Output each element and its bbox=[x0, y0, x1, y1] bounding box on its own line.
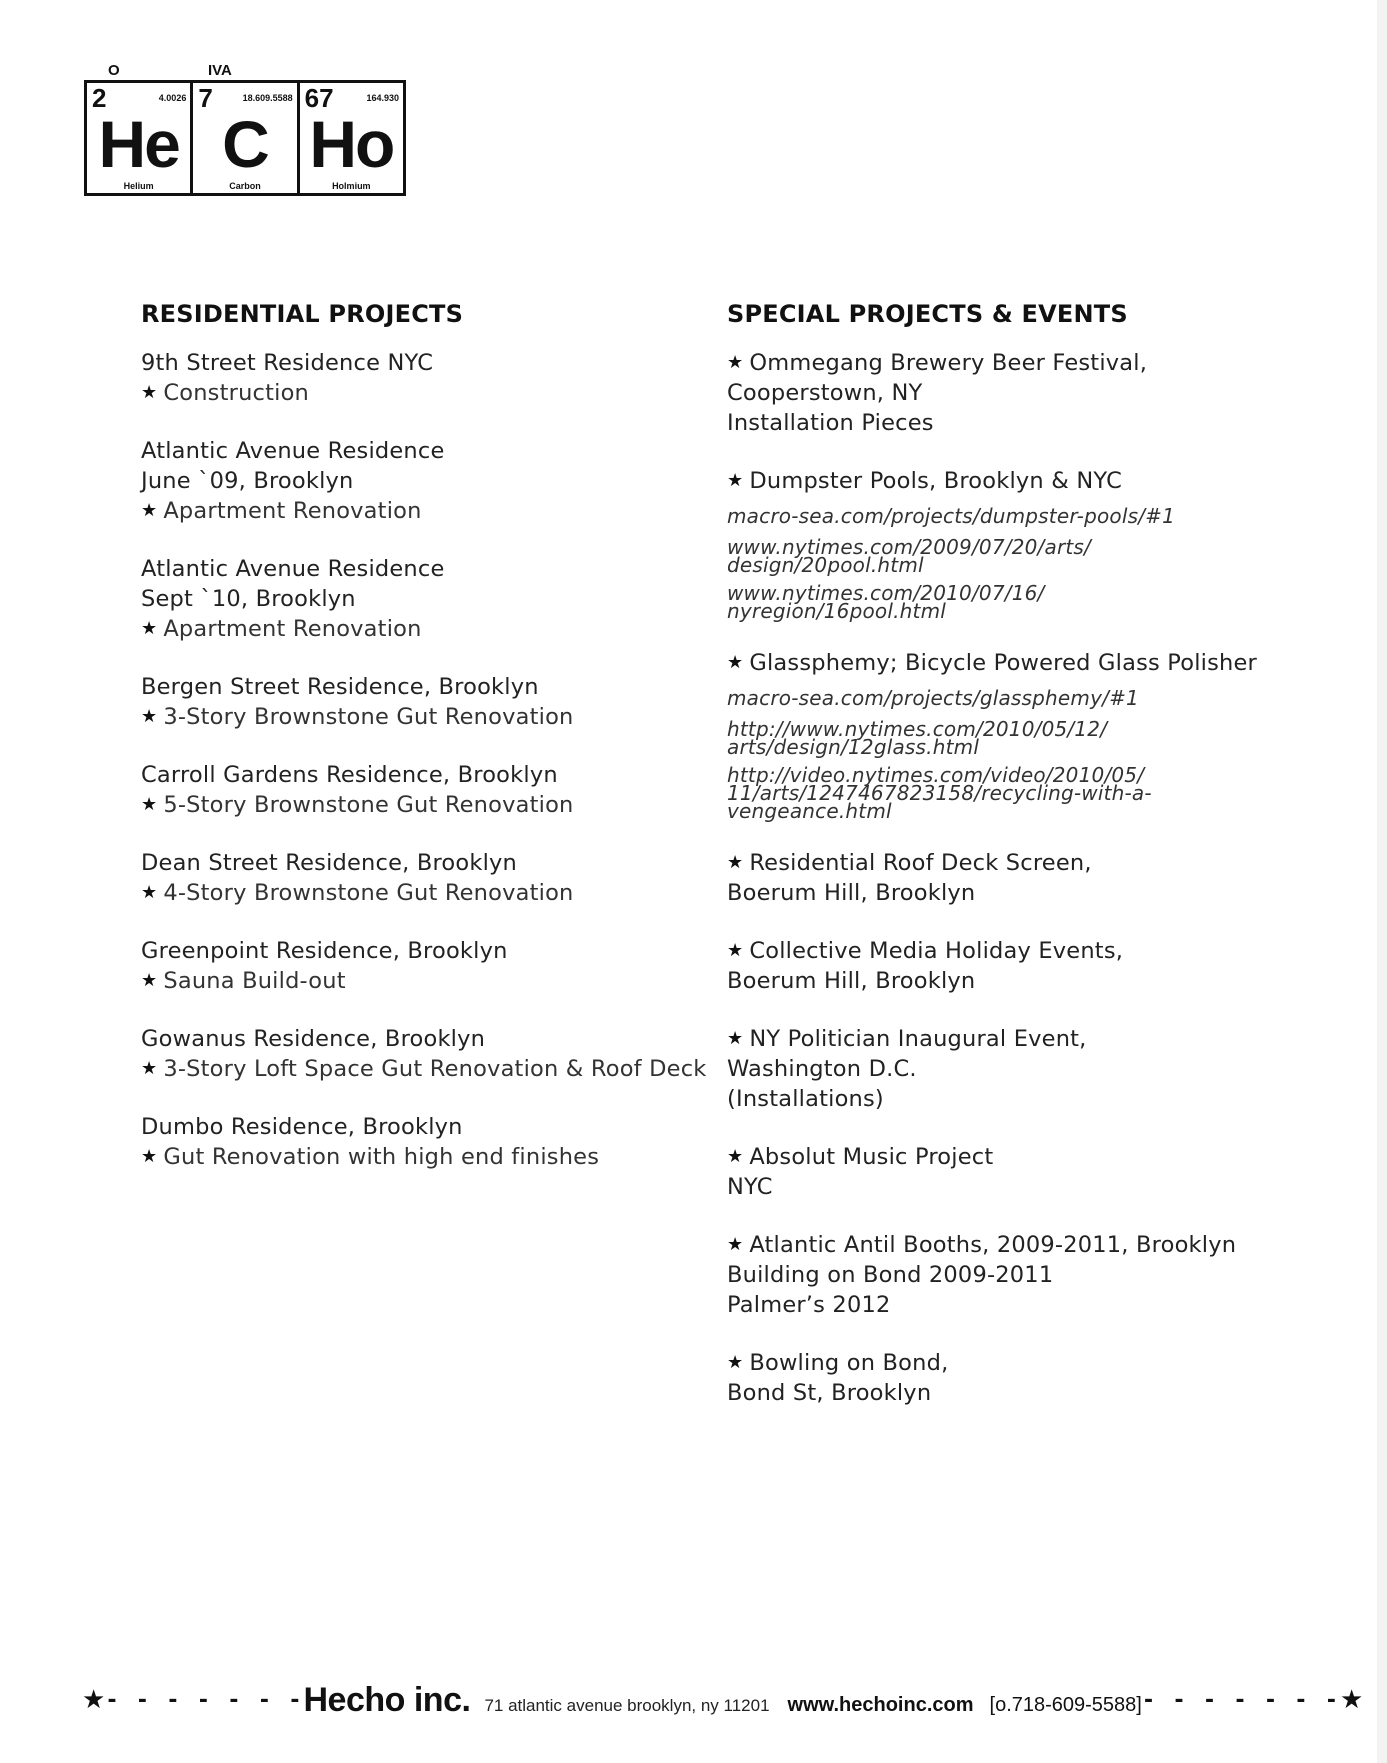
project-name: Dean Street Residence, Brooklyn bbox=[141, 850, 518, 876]
event-link[interactable] bbox=[727, 504, 1287, 528]
star-icon: ★ bbox=[727, 352, 744, 373]
project-detail: Apartment Renovation bbox=[163, 498, 422, 524]
event-detail: Washington D.C. bbox=[727, 1056, 917, 1082]
project-detail-row bbox=[141, 378, 701, 408]
project-detail-row bbox=[141, 1142, 701, 1172]
star-icon: ★ bbox=[727, 1146, 744, 1167]
page-edge bbox=[1377, 0, 1387, 1763]
event-detail: Boerum Hill, Brooklyn bbox=[727, 880, 976, 906]
residential-entry bbox=[141, 554, 701, 644]
event-title-row bbox=[727, 848, 1287, 878]
event-link-part: design/20pool.html bbox=[727, 553, 924, 577]
star-icon: ★ bbox=[1340, 1685, 1364, 1715]
event-title-row bbox=[727, 936, 1287, 966]
event-title-row bbox=[727, 348, 1287, 378]
footer-dashes-right: - - - - - - - bbox=[1141, 1687, 1341, 1713]
special-entry bbox=[727, 648, 1287, 823]
star-icon: ★ bbox=[141, 706, 158, 727]
special-heading: SPECIAL PROJECTS & EVENTS bbox=[727, 300, 1128, 328]
project-detail: Gut Renovation with high end finishes bbox=[163, 1144, 600, 1170]
event-title: Absolut Music Project bbox=[749, 1144, 994, 1170]
event-link[interactable] bbox=[727, 686, 1287, 710]
event-title-row bbox=[727, 1024, 1287, 1054]
footer-contact bbox=[304, 1681, 1142, 1720]
star-icon: ★ bbox=[82, 1685, 106, 1715]
event-link-part: macro-sea.com/projects/dumpster-pools/#1 bbox=[727, 504, 1176, 528]
event-detail: Boerum Hill, Brooklyn bbox=[727, 968, 976, 994]
event-detail: NYC bbox=[727, 1174, 773, 1200]
star-icon: ★ bbox=[141, 382, 158, 403]
event-detail: Cooperstown, NY bbox=[727, 380, 923, 406]
project-detail-row bbox=[141, 790, 701, 820]
element-name: Carbon bbox=[229, 181, 261, 191]
logo-cell-holmium bbox=[300, 83, 403, 193]
event-link-part: 11/arts/1247467823158/recycling-with-a- bbox=[727, 781, 1152, 805]
project-detail-row bbox=[141, 496, 701, 526]
logo-group-left: O bbox=[108, 62, 120, 79]
logo-cell-helium bbox=[87, 83, 193, 193]
hecho-periodic-logo bbox=[84, 62, 410, 202]
project-detail: 4-Story Brownstone Gut Renovation bbox=[163, 880, 574, 906]
element-mass: 164.930 bbox=[366, 93, 399, 103]
event-title: NY Politician Inaugural Event, bbox=[749, 1026, 1087, 1052]
event-link[interactable] bbox=[727, 717, 1287, 759]
element-mass: 4.0026 bbox=[158, 93, 187, 103]
star-icon: ★ bbox=[727, 1352, 744, 1373]
residential-list bbox=[141, 348, 707, 1172]
special-entry bbox=[727, 1142, 1287, 1202]
project-detail-row bbox=[141, 878, 701, 908]
event-title: Collective Media Holiday Events, bbox=[749, 938, 1124, 964]
event-link-part: www.nytimes.com/2010/07/16/ bbox=[727, 581, 1045, 605]
star-icon: ★ bbox=[727, 652, 744, 673]
residential-entry bbox=[141, 348, 701, 408]
residential-entry bbox=[141, 936, 701, 996]
project-detail: Sauna Build-out bbox=[163, 968, 346, 994]
project-name: Atlantic Avenue Residence bbox=[141, 556, 445, 582]
project-detail: 5-Story Brownstone Gut Renovation bbox=[163, 792, 574, 818]
project-detail: 3-Story Loft Space Gut Renovation & Roof Deck bbox=[163, 1056, 707, 1082]
special-entry bbox=[727, 848, 1287, 908]
project-name: Atlantic Avenue Residence bbox=[141, 438, 445, 464]
residential-heading: RESIDENTIAL PROJECTS bbox=[141, 300, 464, 328]
special-list bbox=[727, 348, 1287, 1408]
residential-entry bbox=[141, 1112, 701, 1172]
event-title: Atlantic Antil Booths, 2009-2011, Brooklyn bbox=[749, 1232, 1237, 1258]
event-detail: Building on Bond 2009-2011 bbox=[727, 1262, 1054, 1288]
event-detail: (Installations) bbox=[727, 1086, 884, 1112]
project-detail-row bbox=[141, 966, 701, 996]
event-title: Bowling on Bond, bbox=[749, 1350, 949, 1376]
footer-company: Hecho inc. bbox=[303, 1680, 471, 1719]
event-title: Dumpster Pools, Brooklyn & NYC bbox=[749, 468, 1122, 494]
star-icon: ★ bbox=[727, 940, 744, 961]
residential-projects-column bbox=[141, 300, 707, 1200]
logo-cell-carbon bbox=[193, 83, 299, 193]
star-icon: ★ bbox=[727, 852, 744, 873]
special-entry bbox=[727, 466, 1287, 623]
project-detail-row bbox=[141, 702, 701, 732]
event-title-row bbox=[727, 1348, 1287, 1378]
special-entry bbox=[727, 1348, 1287, 1408]
event-detail: Installation Pieces bbox=[727, 410, 934, 436]
event-link-part: macro-sea.com/projects/glassphemy/#1 bbox=[727, 686, 1139, 710]
star-icon: ★ bbox=[727, 1234, 744, 1255]
star-icon: ★ bbox=[727, 470, 744, 491]
residential-entry bbox=[141, 760, 701, 820]
special-entry bbox=[727, 936, 1287, 996]
project-name: Dumbo Residence, Brooklyn bbox=[141, 1114, 463, 1140]
footer-website-link[interactable]: www.hechoinc.com bbox=[787, 1693, 974, 1716]
event-link[interactable] bbox=[727, 763, 1287, 823]
project-name: Greenpoint Residence, Brooklyn bbox=[141, 938, 508, 964]
star-icon: ★ bbox=[141, 1058, 158, 1079]
footer-address: 71 atlantic avenue brooklyn, ny 11201 bbox=[484, 1695, 770, 1715]
footer-dashes-left: - - - - - - - bbox=[105, 1687, 304, 1713]
event-title-row bbox=[727, 1230, 1287, 1260]
event-title-row bbox=[727, 1142, 1287, 1172]
event-link-part: vengeance.html bbox=[727, 799, 892, 823]
project-name: Gowanus Residence, Brooklyn bbox=[141, 1026, 486, 1052]
residential-entry bbox=[141, 672, 701, 732]
footer-phone: [o.718-609-5588] bbox=[989, 1693, 1142, 1716]
element-number: 67 bbox=[304, 83, 334, 113]
element-name: Holmium bbox=[332, 181, 371, 191]
project-detail-row bbox=[141, 1054, 707, 1084]
special-entry bbox=[727, 1024, 1287, 1114]
residential-entry bbox=[141, 1024, 707, 1084]
event-title-row bbox=[727, 648, 1287, 678]
star-icon: ★ bbox=[141, 882, 158, 903]
project-name: June `09, Brooklyn bbox=[141, 468, 354, 494]
event-title: Residential Roof Deck Screen, bbox=[749, 850, 1092, 876]
star-icon: ★ bbox=[141, 1146, 158, 1167]
event-detail: Bond St, Brooklyn bbox=[727, 1380, 932, 1406]
project-name: Bergen Street Residence, Brooklyn bbox=[141, 674, 539, 700]
logo-group-right: IVA bbox=[208, 62, 232, 79]
element-symbol: C bbox=[222, 107, 268, 181]
element-symbol: He bbox=[98, 107, 179, 181]
event-title-row bbox=[727, 466, 1287, 496]
residential-entry bbox=[141, 436, 701, 526]
special-entry bbox=[727, 1230, 1287, 1320]
event-link-part: nyregion/16pool.html bbox=[727, 599, 947, 623]
event-link-part: www.nytimes.com/2009/07/20/arts/ bbox=[727, 535, 1091, 559]
footer-bar bbox=[82, 1678, 1364, 1722]
element-number: 2 bbox=[92, 83, 107, 113]
star-icon: ★ bbox=[141, 500, 158, 521]
project-name: Carroll Gardens Residence, Brooklyn bbox=[141, 762, 558, 788]
star-icon: ★ bbox=[727, 1028, 744, 1049]
event-link-part: http://www.nytimes.com/2010/05/12/ bbox=[727, 717, 1108, 741]
project-detail: Construction bbox=[163, 380, 310, 406]
element-symbol: Ho bbox=[309, 107, 394, 181]
event-title: Glassphemy; Bicycle Powered Glass Polisher bbox=[749, 650, 1257, 676]
project-detail: 3-Story Brownstone Gut Renovation bbox=[163, 704, 574, 730]
special-projects-column bbox=[727, 300, 1287, 1436]
project-name: 9th Street Residence NYC bbox=[141, 350, 434, 376]
event-detail: Palmer’s 2012 bbox=[727, 1292, 891, 1318]
residential-entry bbox=[141, 848, 701, 908]
element-number: 7 bbox=[198, 83, 213, 113]
element-mass: 18.609.5588 bbox=[242, 93, 293, 103]
project-name: Sept `10, Brooklyn bbox=[141, 586, 356, 612]
event-link[interactable] bbox=[727, 535, 1287, 577]
event-link-part: http://video.nytimes.com/video/2010/05/ bbox=[727, 763, 1145, 787]
project-detail: Apartment Renovation bbox=[163, 616, 422, 642]
logo-cells bbox=[84, 80, 406, 196]
star-icon: ★ bbox=[141, 794, 158, 815]
star-icon: ★ bbox=[141, 970, 158, 991]
element-name: Helium bbox=[123, 181, 154, 191]
star-icon: ★ bbox=[141, 618, 158, 639]
special-entry bbox=[727, 348, 1287, 438]
event-link[interactable] bbox=[727, 581, 1287, 623]
event-link-part: arts/design/12glass.html bbox=[727, 735, 980, 759]
project-detail-row bbox=[141, 614, 701, 644]
event-title: Ommegang Brewery Beer Festival, bbox=[749, 350, 1148, 376]
